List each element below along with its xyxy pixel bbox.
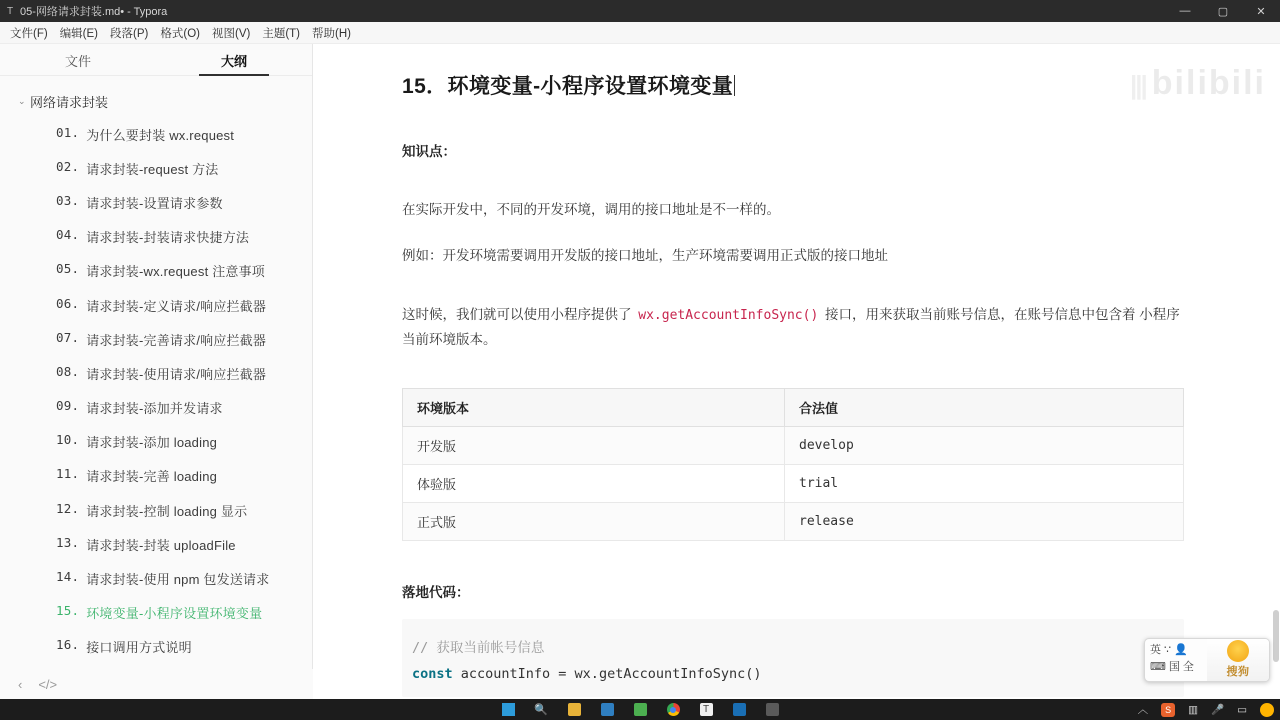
misc-app-button[interactable] — [764, 702, 780, 718]
taskbar-apps — [500, 702, 780, 718]
outline-item-number: 08. — [56, 363, 80, 379]
outline-item-number: 15. — [56, 603, 80, 619]
outline-item-05[interactable] — [0, 254, 312, 288]
outline-item-08[interactable] — [0, 356, 312, 390]
watermark-bars-icon: ||| — [1129, 70, 1146, 100]
tab-files[interactable]: 文件 — [64, 54, 91, 69]
outline-item-02[interactable] — [0, 151, 312, 185]
table-row — [403, 464, 1184, 502]
outline-item-label: 请求封装-定义请求/响应拦截器 — [86, 298, 267, 314]
menu-bar — [0, 22, 1280, 44]
env-version-table — [402, 388, 1184, 541]
menu-theme[interactable]: 主题(T) — [262, 27, 301, 40]
window-title: 05-网络请求封装.md• - Typora — [20, 6, 168, 18]
outline-item-06[interactable] — [0, 288, 312, 322]
outline-item-number: 16. — [56, 637, 80, 653]
menu-paragraph[interactable]: 段落(P) — [110, 27, 149, 40]
ime-status — [1145, 639, 1207, 681]
tray-expand-icon[interactable]: ︿ — [1137, 704, 1149, 716]
outline-item-number: 03. — [56, 192, 80, 208]
cell-value: trial — [785, 464, 1184, 502]
chrome-icon — [667, 703, 680, 716]
outline-item-label: 请求封装-使用 npm 包发送请求 — [86, 572, 270, 588]
outline-item-label: 请求封装-完善请求/响应拦截器 — [86, 332, 267, 348]
code-block[interactable] — [402, 619, 1184, 698]
outline-item-11[interactable] — [0, 459, 312, 493]
document-body[interactable] — [314, 44, 1280, 697]
ime-row-1[interactable] — [1150, 642, 1207, 659]
col-header-value: 合法值 — [785, 388, 1184, 426]
outline-item-label: 请求封装-添加并发请求 — [86, 401, 223, 417]
outline-item-label: 请求封装-添加 loading — [86, 435, 218, 451]
col-header-env: 环境版本 — [403, 388, 785, 426]
editor-area[interactable] — [314, 44, 1280, 699]
table-header-row — [403, 388, 1184, 426]
axure-button[interactable] — [731, 702, 747, 718]
table-row — [403, 426, 1184, 464]
file-explorer-button[interactable] — [566, 702, 582, 718]
code-label: 落地代码： — [402, 584, 470, 600]
cell-env: 体验版 — [403, 464, 785, 502]
cell-env: 正式版 — [403, 502, 785, 540]
outline-item-number: 12. — [56, 500, 80, 516]
paragraph-2: 例如：开发环境需要调用开发版的接口地址，生产环境需要调用正式版的接口地址 — [402, 247, 888, 263]
scrollbar-thumb[interactable] — [1273, 610, 1279, 662]
menu-edit[interactable]: 编辑(E) — [59, 27, 99, 40]
axure-icon — [733, 703, 746, 716]
outline-item-label: 为什么要封装 wx.request — [86, 127, 235, 143]
window-controls — [1166, 0, 1280, 22]
outline-item-01[interactable] — [0, 117, 312, 151]
inline-code-getaccountinfosync: wx.getAccountInfoSync() — [635, 308, 821, 323]
outline-item-label: 请求封装-request 方法 — [86, 161, 219, 177]
outline-item-12[interactable] — [0, 493, 312, 527]
paragraph-1: 在实际开发中，不同的开发环境，调用的接口地址是不一样的。 — [402, 202, 780, 217]
outline-item-number: 10. — [56, 432, 80, 448]
menu-help[interactable]: 帮助(H) — [312, 27, 351, 40]
ime-user-icon[interactable]: 👤 — [1174, 644, 1188, 656]
menu-format[interactable]: 格式(O) — [160, 27, 200, 40]
page-title-text: 15．环境变量-小程序设置环境变量 — [402, 75, 734, 98]
outline-item-09[interactable] — [0, 391, 312, 425]
code-comment-line: // 获取当前帐号信息 — [412, 639, 545, 656]
close-button[interactable]: ✕ — [1256, 5, 1266, 18]
ime-toolbar[interactable] — [1144, 638, 1270, 682]
ime-brand-label: 搜狗 — [1226, 666, 1250, 678]
outline-item-number: 11. — [56, 466, 80, 482]
outline-item-number: 06. — [56, 295, 80, 311]
wechat-devtools-button[interactable] — [632, 702, 648, 718]
minimize-button[interactable]: — — [1179, 5, 1191, 17]
misc-app-icon — [766, 703, 779, 716]
outline-item-label: 请求封装-使用请求/响应拦截器 — [86, 366, 267, 382]
watermark-text: bilibili — [1151, 64, 1266, 102]
outline-item-16[interactable] — [0, 630, 312, 664]
outline-item-label: 请求封装-封装请求快捷方法 — [86, 230, 250, 246]
task-view-icon[interactable]: ▥ — [1188, 703, 1198, 716]
maximize-button[interactable]: ▢ — [1217, 5, 1229, 18]
outline-item-number: 07. — [56, 329, 80, 345]
ime-row-2[interactable] — [1150, 659, 1207, 676]
outline-item-13[interactable] — [0, 527, 312, 561]
outline-item-10[interactable] — [0, 425, 312, 459]
typora-button[interactable] — [698, 702, 714, 718]
outline-item-label: 环境变量-小程序设置环境变量 — [86, 606, 263, 622]
sogou-logo-icon — [1227, 640, 1249, 662]
sidebar — [0, 44, 313, 699]
outline-item-04[interactable] — [0, 220, 312, 254]
tab-outline[interactable]: 大纲 — [156, 44, 312, 75]
wechat-devtools-icon — [634, 703, 647, 716]
outline-list — [0, 76, 312, 666]
sidebar-footer — [0, 669, 313, 699]
chevron-down-icon[interactable]: ⌄ — [18, 96, 26, 106]
search-icon: 🔍 — [534, 704, 548, 716]
outline-item-number: 14. — [56, 569, 80, 585]
ime-language-mode[interactable]: 英 — [1150, 644, 1161, 656]
outline-item-label: 请求封装-封装 uploadFile — [86, 537, 236, 553]
menu-file[interactable]: 文件(F) — [10, 27, 48, 40]
collapse-sidebar-icon[interactable]: ‹ — [18, 676, 23, 692]
chrome-button[interactable] — [665, 702, 681, 718]
network-icon[interactable]: ▭ — [1237, 703, 1247, 716]
system-tray — [1138, 699, 1274, 720]
title-bar — [0, 0, 1280, 22]
cell-value: release — [785, 502, 1184, 540]
table-row — [403, 502, 1184, 540]
start-button[interactable] — [500, 702, 516, 718]
markdown-file-icon: T — [6, 5, 14, 17]
paragraph-3 — [402, 303, 1184, 351]
outline-item-number: 04. — [56, 227, 80, 243]
text-cursor — [734, 75, 735, 96]
folder-icon — [568, 703, 581, 716]
outline-item-label: 接口调用方式说明 — [86, 640, 192, 656]
vscode-icon — [601, 703, 614, 716]
ime-keyboard-icon[interactable]: ⌨ — [1150, 661, 1166, 674]
outline-item-number: 02. — [56, 158, 80, 174]
ime-dots-icon: ∵ — [1164, 644, 1171, 656]
cell-env: 开发版 — [403, 426, 785, 464]
source-code-mode-icon[interactable]: </> — [38, 676, 58, 692]
windows-logo-icon — [502, 703, 515, 716]
outline-item-label: 请求封装-wx.request 注意事项 — [86, 264, 265, 280]
code-rest: accountInfo = wx.getAccountInfoSync() — [452, 665, 762, 682]
ime-region-icon[interactable]: 国 — [1168, 661, 1180, 674]
page-title[interactable] — [402, 70, 735, 100]
outline-root[interactable] — [0, 88, 312, 117]
outline-item-number: 09. — [56, 398, 80, 414]
outline-item-label: 请求封装-完善 loading — [86, 469, 218, 485]
menu-view[interactable]: 视图(V) — [211, 27, 251, 40]
taskbar — [0, 699, 1280, 720]
code-line-1 — [412, 661, 1174, 687]
outline-item-number: 13. — [56, 534, 80, 550]
code-keyword: const — [412, 665, 453, 682]
knowledge-point-label: 知识点： — [402, 144, 456, 159]
outline-item-14[interactable] — [0, 561, 312, 595]
outline-item-label: 请求封装-设置请求参数 — [86, 195, 223, 211]
sidebar-tabs — [0, 44, 312, 76]
ime-width-mode[interactable]: 全 — [1182, 661, 1194, 674]
outline-item-number: 01. — [56, 124, 80, 140]
ime-brand-area[interactable] — [1207, 639, 1269, 681]
paragraph-3-before: 这时候，我们就可以使用小程序提供了 — [402, 307, 636, 323]
outline-item-07[interactable] — [0, 322, 312, 356]
outline-item-label: 请求封装-控制 loading 显示 — [86, 503, 248, 519]
cell-value: develop — [785, 426, 1184, 464]
outline-root-label: 网络请求封装 — [30, 95, 109, 110]
notification-icon[interactable] — [1260, 703, 1274, 717]
paragraph-3-after: 接口，用来获取当前账号信息，在账号信息中包含着 小程序 当前环境版本。 — [402, 307, 1180, 347]
outline-item-15[interactable] — [0, 596, 312, 630]
typora-icon: T — [700, 703, 713, 716]
search-button[interactable] — [533, 702, 549, 718]
editor-scrollbar[interactable] — [1271, 44, 1280, 699]
sogou-tray-icon[interactable]: S — [1161, 703, 1175, 717]
outline-item-03[interactable] — [0, 185, 312, 219]
vscode-button[interactable] — [599, 702, 615, 718]
microphone-icon[interactable]: 🎤 — [1211, 704, 1225, 716]
outline-item-number: 05. — [56, 261, 80, 277]
